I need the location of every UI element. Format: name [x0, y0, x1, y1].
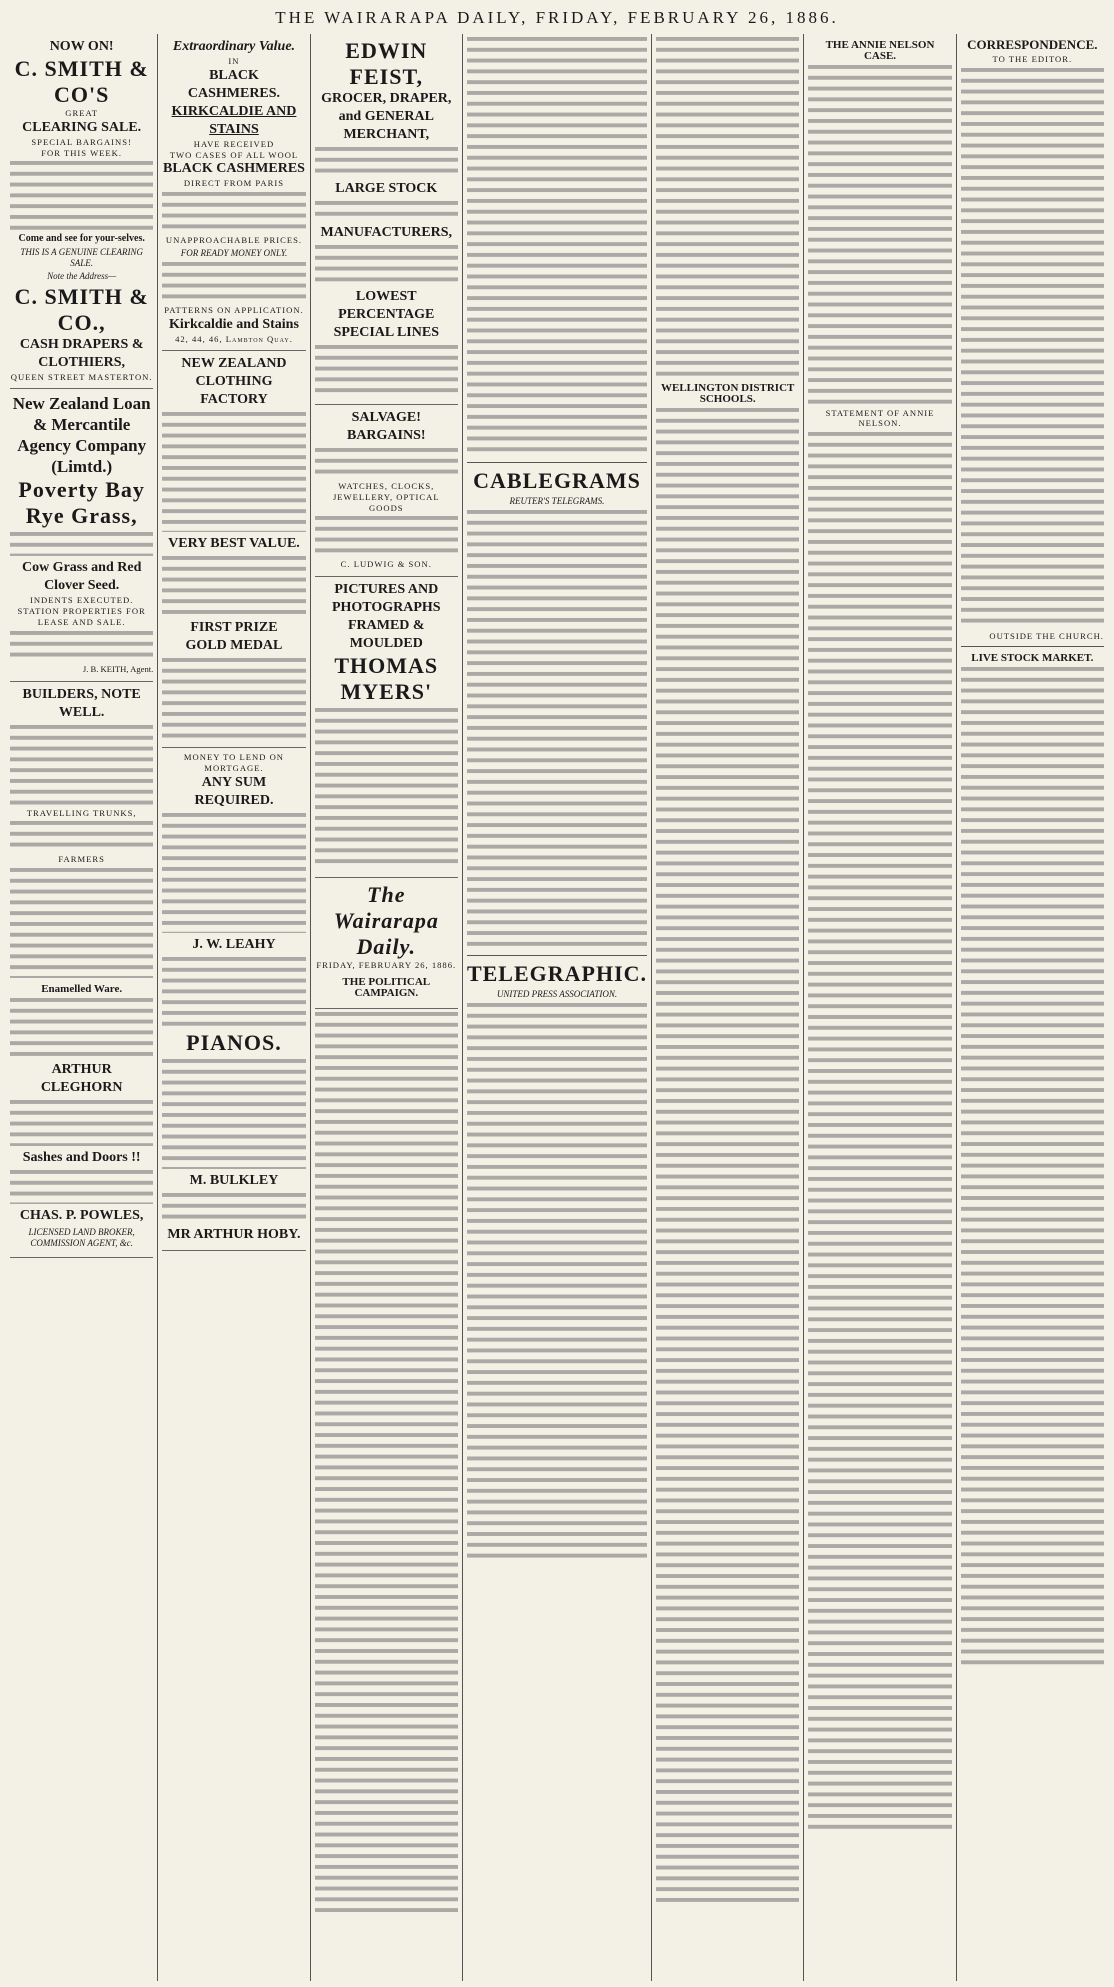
wds-head: WELLINGTON DISTRICT SCHOOLS. — [661, 382, 795, 405]
ad-large-stock: LARGE STOCK — [335, 181, 438, 196]
col4-article-text — [467, 37, 647, 457]
col5-top-text — [656, 37, 799, 377]
ad-rye-grass: Poverty Bay Rye Grass, — [18, 477, 145, 529]
ad-farmers-text — [10, 868, 153, 978]
ad-firm-name-2: C. SMITH & CO., — [14, 283, 149, 335]
ad-nz-clothing: NEW ZEALAND CLOTHING FACTORY — [181, 356, 287, 408]
ad-best-value: VERY BEST VALUE. — [168, 536, 300, 552]
ad-unapproachable: UNAPPROACHABLE PRICES. — [165, 235, 303, 246]
ad-genuine: THIS IS A GENUINE CLEARING SALE. — [20, 247, 143, 268]
ad-this-week: FOR THIS WEEK. — [41, 147, 123, 158]
ad-two-cases: TWO CASES OF ALL WOOL — [169, 149, 299, 160]
ad-drapers: CASH DRAPERS & CLOTHIERS, — [19, 336, 144, 370]
letter-signed: OUTSIDE THE CHURCH. — [989, 630, 1104, 641]
nelson-statement: STATEMENT OF ANNIE NELSON. — [825, 407, 935, 429]
column-4 — [463, 34, 652, 1981]
ad-enamel-text — [10, 998, 153, 1058]
column-3 — [311, 34, 463, 1981]
ad-direct-paris: DIRECT FROM PARIS — [183, 178, 285, 189]
wds-text — [656, 408, 799, 1908]
column-5 — [652, 34, 804, 1981]
ad-extra-value: Extraordinary Value. — [172, 39, 296, 54]
statement-text — [808, 432, 951, 1832]
ad-money-lend: MONEY TO LEND ON MORTGAGE. — [183, 752, 285, 774]
ad-prize-text — [162, 658, 305, 738]
ad-bulkley-text — [162, 1193, 305, 1223]
ad-money-text — [162, 813, 305, 933]
ad-gold-medal: GOLD MEDAL — [185, 638, 283, 654]
ad-pianos: PIANOS. — [186, 1029, 282, 1055]
ad-patterns: PATTERNS ON APPLICATION. — [164, 304, 304, 315]
letter-text — [961, 68, 1104, 628]
ad-best-text — [162, 556, 305, 616]
reuters-sub: REUTER'S TELEGRAMS. — [509, 496, 605, 506]
ad-feist-text — [315, 147, 458, 177]
ad-pictures-title: PICTURES AND PHOTOGRAPHS — [331, 582, 441, 616]
ad-salvage — [315, 405, 458, 577]
telegraphic-head: TELEGRAPHIC. — [466, 960, 648, 986]
ad-lowest: LOWEST PERCENTAGE — [338, 289, 435, 322]
live-stock-text — [961, 667, 1104, 1667]
telegraphic-text — [467, 1003, 647, 1563]
ad-farmers: FARMERS — [58, 854, 105, 865]
ad-ks: Kirkcaldie and Stains — [169, 316, 299, 332]
ad-clearing-sale: CLEARING SALE. — [22, 119, 142, 135]
ad-grocer: GROCER, DRAPER, and GENERAL MERCHANT, — [321, 91, 452, 142]
ad-kirkcaldie: KIRKCALDIE AND STAINS — [171, 103, 297, 137]
ad-salvage-title: SALVAGE! BARGAINS! — [346, 410, 426, 443]
ad-powles-sub: LICENSED LAND BROKER, COMMISSION AGENT, &c. — [28, 1226, 135, 1248]
ad-special-bargains: SPECIAL BARGAINS! — [31, 136, 132, 147]
ad-note-address: Note the Address— — [47, 270, 117, 281]
ad-nz-loan-title: New Zealand Loan & Mercantile Agency Company (Limtd.) — [12, 394, 151, 477]
column-6 — [804, 34, 956, 1981]
ad-first-prize: FIRST PRIZE — [190, 620, 278, 636]
ad-leahy: J. W. LEAHY — [192, 936, 276, 952]
column-1 — [6, 34, 158, 1981]
cablegrams-text — [467, 510, 647, 950]
ad-clothing-text — [162, 412, 305, 532]
masthead: THE WAIRARAPA DAILY, FRIDAY, FEBRUARY 26, 1886. — [275, 8, 839, 27]
ad-cashmere-text — [162, 192, 305, 232]
ad-sashes: Sashes and Doors !! — [22, 1149, 141, 1165]
ad-feist — [315, 34, 458, 405]
ad-now-on: NOW ON! — [49, 39, 114, 54]
ad-any-sum: ANY SUM REQUIRED. — [194, 774, 274, 808]
ad-cashmeres — [162, 34, 305, 351]
ad-builders-text — [10, 725, 153, 805]
ad-bulkley: M. BULKLEY — [189, 1172, 279, 1188]
ad-street: QUEEN STREET MASTERTON. — [10, 371, 153, 382]
editor-salutation: TO THE EDITOR. — [992, 53, 1073, 64]
ad-manuf-text — [315, 245, 458, 285]
paper-title: The Wairarapa Daily. — [333, 882, 439, 960]
ad-indents: INDENTS EXECUTED. — [29, 595, 134, 606]
ad-powles: CHAS. P. POWLES, — [19, 1207, 144, 1223]
ad-station-text — [10, 631, 153, 661]
ad-myers-text — [315, 708, 458, 868]
ad-ludwig: C. LUDWIG & SON. — [340, 559, 432, 570]
nelson-text — [808, 65, 951, 405]
ad-prices-text — [162, 262, 305, 302]
correspondence-head: CORRESPONDENCE. — [967, 37, 1098, 52]
ad-leahy-text — [162, 957, 305, 1027]
ad-clothing-factory — [162, 351, 305, 748]
editorial-body — [315, 1012, 458, 1912]
ad-trunks: TRAVELLING TRUNKS, — [26, 807, 137, 818]
ad-myers: THOMAS MYERS' — [334, 653, 439, 705]
ad-cleghorn: ARTHUR CLEGHORN — [40, 1061, 123, 1095]
ad-black-cashmeres-2: BLACK CASHMERES — [162, 161, 305, 177]
ad-great: GREAT — [65, 108, 98, 118]
ad-agent: J. B. KEITH, Agent. — [82, 663, 154, 674]
ad-watches: WATCHES, CLOCKS, JEWELLERY, OPTICAL GOODS — [332, 481, 440, 513]
ad-salvage-text — [315, 448, 458, 478]
ad-builders — [10, 682, 153, 1258]
live-stock-head: LIVE STOCK MARKET. — [971, 652, 1094, 665]
column-2 — [158, 34, 310, 1981]
ad-in: IN — [228, 56, 240, 66]
ad-trunks-text — [10, 821, 153, 851]
ad-enamel: Enamelled Ware. — [41, 983, 123, 996]
column-7 — [957, 34, 1108, 1981]
ad-feist-name: EDWIN FEIST, — [345, 38, 428, 89]
ad-stock-text — [315, 201, 458, 221]
ad-cleghorn-text — [10, 1100, 153, 1146]
upa-sub: UNITED PRESS ASSOCIATION. — [496, 988, 618, 999]
ad-special-text — [315, 345, 458, 395]
political-campaign: THE POLITICAL CAMPAIGN. — [342, 975, 431, 999]
cablegrams-head: CABLEGRAMS — [473, 468, 641, 493]
ad-lambton: 42, 44, 46, Lambton Quay. — [175, 333, 293, 344]
ad-cow-grass: Cow Grass and Red Clover Seed. — [21, 560, 142, 594]
ad-manufacturers: MANUFACTURERS, — [320, 225, 453, 240]
columns — [6, 34, 1108, 1981]
ad-nz-loan — [10, 389, 153, 681]
nelson-head: THE ANNIE NELSON CASE. — [825, 39, 935, 62]
ad-pictures — [315, 577, 458, 878]
ad-pianos-text — [162, 1059, 305, 1169]
ad-body-text — [10, 161, 153, 231]
ad-rye-text — [10, 532, 153, 556]
ad-builders-title: BUILDERS, NOTE WELL. — [22, 686, 141, 720]
ad-firm-name: C. SMITH & CO'S — [14, 56, 149, 107]
ad-ready-money: FOR READY MONEY ONLY. — [180, 247, 288, 258]
ad-money — [162, 748, 305, 1251]
ad-framed: FRAMED & MOULDED — [347, 618, 425, 652]
ad-black-cashmeres: BLACK CASHMERES. — [187, 67, 281, 101]
ad-come-see: Come and see for your-selves. — [18, 233, 145, 245]
ad-station: STATION PROPERTIES FOR LEASE AND SALE. — [17, 606, 146, 627]
ad-sashes-text — [10, 1170, 153, 1204]
paper-date: FRIDAY, FEBRUARY 26, 1886. — [316, 960, 457, 971]
ad-have-received: HAVE RECEIVED — [193, 138, 275, 149]
ad-special-lines: SPECIAL LINES — [333, 325, 439, 340]
ad-watches-text — [315, 516, 458, 556]
editorial-header — [315, 878, 458, 1008]
ad-c-smith — [10, 34, 153, 389]
ad-hoby: MR ARTHUR HOBY. — [167, 1226, 301, 1242]
